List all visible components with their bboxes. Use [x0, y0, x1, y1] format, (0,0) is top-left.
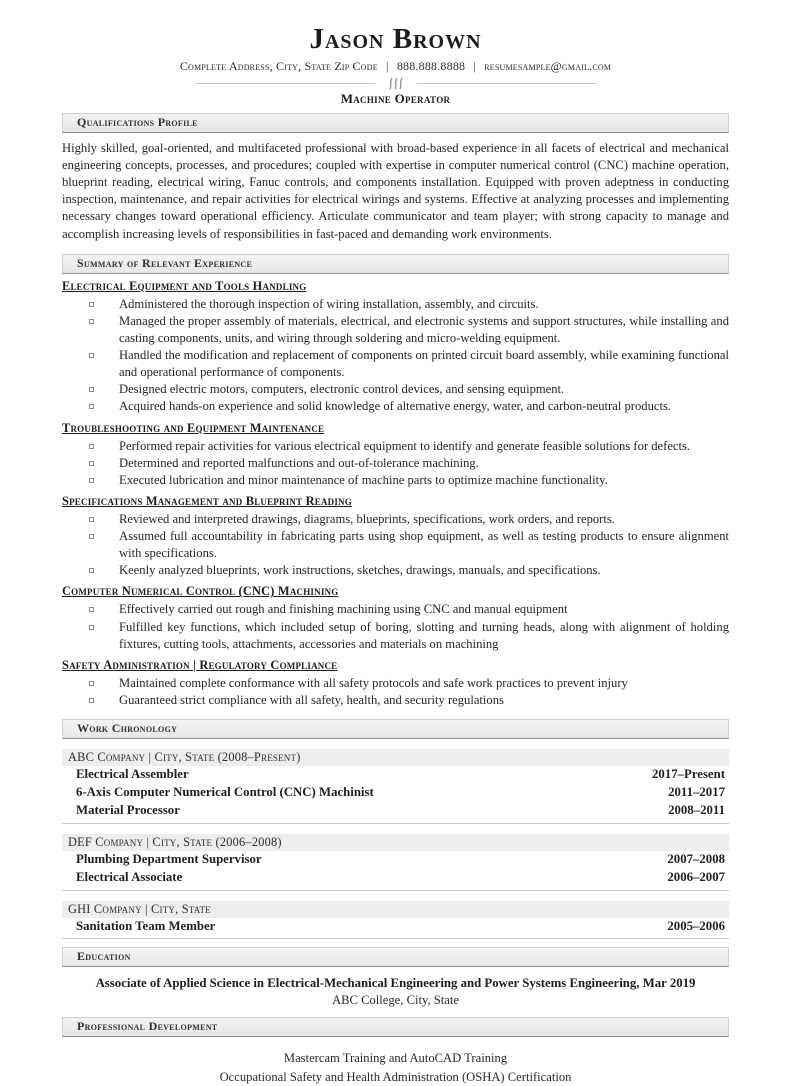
role-row	[62, 802, 729, 820]
flourish-icon	[385, 77, 407, 90]
contact-phone: 888.888.8888	[396, 58, 466, 73]
divider-rule-left	[196, 83, 375, 84]
section-heading-qualifications: Qualifications Profile	[62, 113, 729, 133]
job-title: Machine Operator	[340, 90, 451, 106]
experience-group	[62, 279, 729, 416]
bullet-text: Executed lubrication and minor maintenance of machine parts to optimize machine functionality.	[119, 472, 608, 487]
section-heading-prodev: Professional Development	[62, 1017, 729, 1037]
square-bullet-icon	[89, 534, 94, 539]
bullet-text: Maintained complete conformance with all safety protocols and safe work practices to prevent injury	[119, 675, 628, 690]
bullet-item	[62, 455, 729, 472]
role-dates: 2006–2007	[667, 869, 725, 884]
role-row	[62, 784, 729, 802]
square-bullet-icon	[89, 461, 94, 466]
resume-header	[62, 24, 729, 107]
bullet-list	[62, 511, 729, 580]
bullet-item	[62, 511, 729, 528]
experience-group	[62, 494, 729, 580]
bullet-text: Managed the proper assembly of materials, electrical, and electronic systems and support structures, while installing and casting components, units, and wiring through soldering and micro-welding equipment.	[119, 313, 729, 345]
experience-group-title: Safety Administration | Regulatory Compliance	[62, 657, 338, 672]
experience-group-title: Specifications Management and Blueprint Reading	[62, 493, 352, 508]
company-header: DEF Company | City, State (2006–2008)	[62, 834, 729, 851]
bullet-item	[62, 472, 729, 489]
section-heading-work: Work Chronology	[62, 719, 729, 739]
contact-email: resumesample@gmail.com	[484, 58, 612, 73]
bullet-text: Determined and reported malfunctions and out-of-tolerance machining.	[119, 455, 479, 470]
company-group	[62, 834, 729, 891]
experience-group-title: Computer Numerical Control (CNC) Machining	[62, 584, 339, 599]
bullet-list	[62, 675, 729, 709]
square-bullet-icon	[89, 302, 94, 307]
bullet-item	[62, 381, 729, 398]
bullet-text: Guaranteed strict compliance with all safety, health, and security regulations	[119, 692, 504, 707]
bullet-text: Assumed full accountability in fabricating parts using shop equipment, as well as testing products to ensure alignment with specifications.	[119, 529, 729, 561]
role-dates: 2017–Present	[652, 767, 725, 782]
experience-group-title: Electrical Equipment and Tools Handling	[62, 278, 307, 293]
bullet-item	[62, 313, 729, 347]
bullet-item	[62, 398, 729, 415]
role-title: Sanitation Team Member	[76, 918, 216, 933]
experience-group	[62, 584, 729, 652]
role-dates: 2008–2011	[668, 802, 725, 817]
bullet-item	[62, 692, 729, 709]
summary-section	[62, 254, 729, 709]
role-title: Plumbing Department Supervisor	[76, 851, 262, 866]
experience-group	[62, 421, 729, 489]
bullet-item	[62, 562, 729, 579]
divider-rule-right	[417, 83, 596, 84]
header-divider	[196, 77, 596, 90]
role-row	[62, 851, 729, 869]
square-bullet-icon	[89, 404, 94, 409]
experience-group	[62, 658, 729, 709]
role-row	[62, 869, 729, 887]
company-group	[62, 749, 729, 824]
prodev-item: Mastercam Training and AutoCAD Training	[283, 1051, 508, 1066]
person-name: Jason Brown	[309, 23, 482, 55]
education-school: ABC College, City, State	[332, 993, 459, 1008]
bullet-item	[62, 675, 729, 692]
bullet-list	[62, 438, 729, 489]
contact-address: Complete Address, City, State Zip Code	[179, 58, 378, 73]
square-bullet-icon	[89, 319, 94, 324]
square-bullet-icon	[89, 387, 94, 392]
bullet-text: Acquired hands-on experience and solid knowledge of alternative energy, water, and carbon-neutral products.	[119, 399, 672, 414]
square-bullet-icon	[89, 568, 94, 573]
square-bullet-icon	[89, 698, 94, 703]
square-bullet-icon	[89, 353, 94, 358]
bullet-item	[62, 296, 729, 313]
bullet-text: Reviewed and interpreted drawings, diagrams, blueprints, specifications, work orders, and reports.	[119, 511, 615, 526]
square-bullet-icon	[89, 625, 94, 630]
contact-separator: |	[473, 58, 477, 73]
section-heading-education: Education	[62, 947, 729, 967]
role-dates: 2007–2008	[667, 851, 725, 866]
role-title: Electrical Assembler	[76, 767, 189, 782]
education-section	[62, 947, 729, 1008]
experience-group-title: Troubleshooting and Equipment Maintenance	[62, 420, 325, 435]
role-dates: 2011–2017	[668, 784, 725, 799]
bullet-text: Administered the thorough inspection of wiring installation, assembly, and circuits.	[119, 296, 539, 311]
company-header: GHI Company | City, State	[62, 901, 729, 918]
role-title: Material Processor	[76, 802, 180, 817]
company-group	[62, 901, 729, 940]
role-dates: 2005–2006	[667, 918, 725, 933]
section-heading-summary: Summary of Relevant Experience	[62, 254, 729, 274]
qualifications-body: Highly skilled, goal-oriented, and multifaceted professional with broad-based experience in all facets of electrical and mechanical engineering concepts, processes, and procedures; coupled with expertise in computer numerical control (CNC) machine operation, blueprint reading, electrical wiring, Fanuc controls, and components installation. Equipped with proven adeptness in conducting inspection, maintenance, and repair activities for electrical wirings and systems. Effective at analyzing processes and implementing necessary changes toward operational efficiency. Articulate communicator and team player; with strong capacity to manage and accomplish increasing levels of responsibilities in fast-paced and demanding work environments.	[62, 140, 729, 241]
bullet-item	[62, 601, 729, 618]
role-title: Electrical Associate	[76, 869, 183, 884]
bullet-text: Fulfilled key functions, which included setup of boring, slotting and turning heads, along with alignment of holding fixtures, cutting tools, attachments, accessories and materials on machining	[119, 619, 729, 651]
bullet-list	[62, 601, 729, 652]
role-row	[62, 918, 729, 936]
bullet-text: Performed repair activities for various electrical equipment to identify and generate feasible solutions for defects.	[119, 438, 691, 453]
bullet-text: Designed electric motors, computers, electronic control devices, and sensing equipment.	[119, 382, 565, 397]
work-chronology-section	[62, 719, 729, 939]
prodev-items	[62, 1049, 729, 1086]
prodev-item: Occupational Safety and Health Administration (OSHA) Certification	[219, 1069, 572, 1084]
bullet-text: Handled the modification and replacement of components on printed circuit board assembly, while examining functional and operational performance of components.	[119, 348, 729, 380]
professional-development-section	[62, 1017, 729, 1086]
square-bullet-icon	[89, 607, 94, 612]
education-degree: Associate of Applied Science in Electrical-Mechanical Engineering and Power Systems Engineering, Mar 2019	[95, 976, 696, 991]
bullet-item	[62, 619, 729, 653]
company-header: ABC Company | City, State (2008–Present)	[62, 749, 729, 766]
square-bullet-icon	[89, 478, 94, 483]
square-bullet-icon	[89, 517, 94, 522]
contact-separator: |	[386, 58, 389, 73]
role-row	[62, 766, 729, 784]
role-title: 6-Axis Computer Numerical Control (CNC) Machinist	[76, 784, 374, 799]
bullet-item	[62, 438, 729, 455]
square-bullet-icon	[89, 681, 94, 686]
bullet-list	[62, 296, 729, 416]
bullet-text: Keenly analyzed blueprints, work instructions, sketches, drawings, manuals, and specifications.	[119, 563, 601, 578]
qualifications-section	[62, 113, 729, 243]
square-bullet-icon	[89, 444, 94, 449]
contact-line	[62, 59, 729, 74]
bullet-text: Effectively carried out rough and finishing machining using CNC and manual equipment	[119, 602, 568, 617]
bullet-item	[62, 528, 729, 562]
bullet-item	[62, 347, 729, 381]
